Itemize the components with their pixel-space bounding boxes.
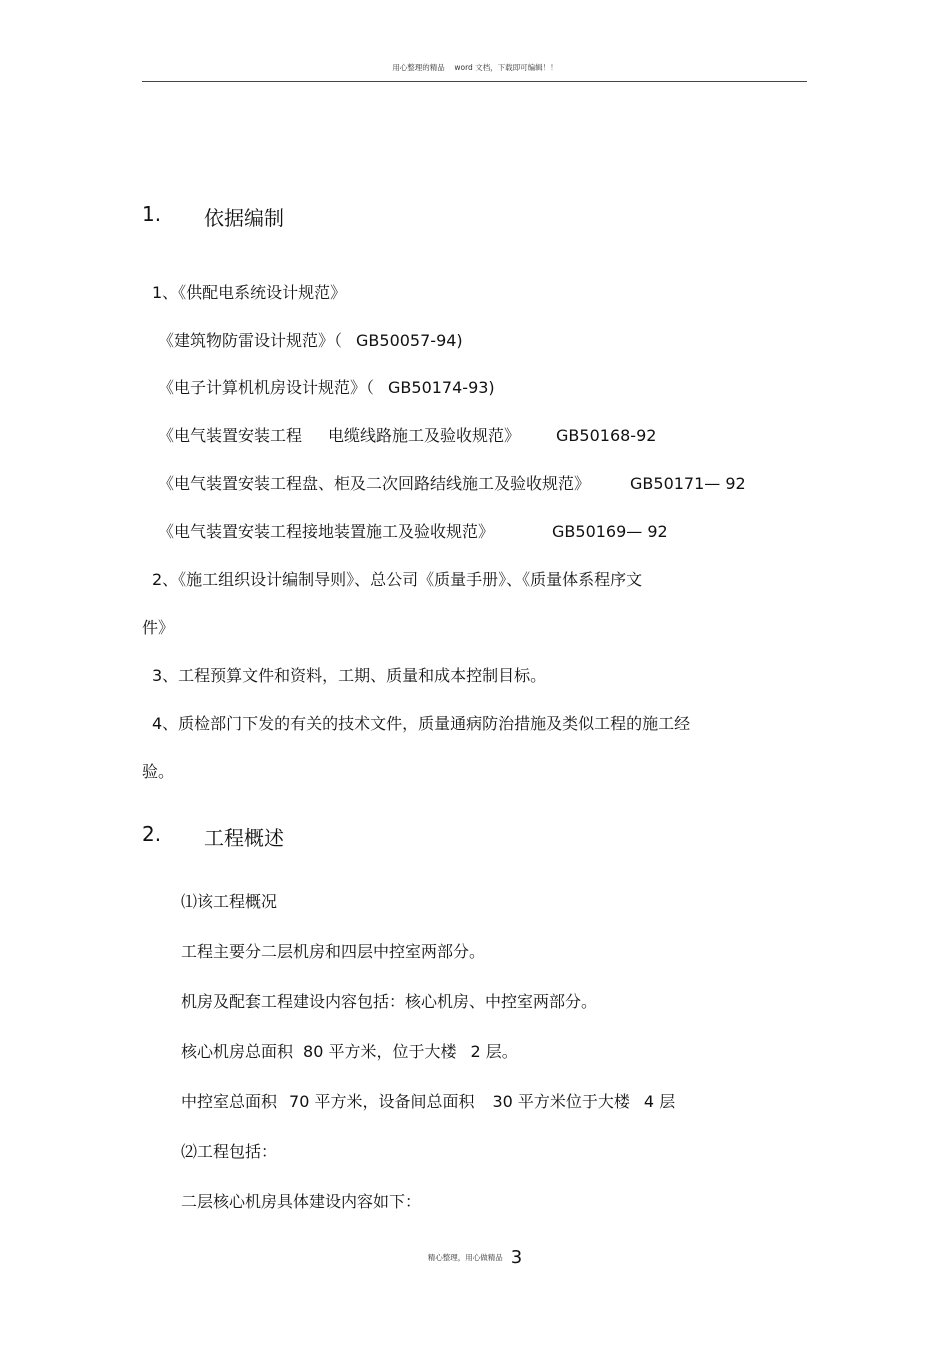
basis-item-3: 3、工程预算文件和资料，工期、质量和成本控制目标。	[152, 666, 547, 685]
footer-text: 精心整理，用心做精品	[427, 1253, 503, 1262]
header-rule	[142, 81, 807, 82]
overview-paragraph: 工程主要分二层机房和四层中控室两部分。	[181, 942, 486, 961]
standard-name-cont: 电缆线路施工及验收规范》	[328, 426, 521, 445]
standard-code: GB50057-94)	[356, 331, 463, 350]
overview-subheading-2: ⑵工程包括：	[181, 1142, 278, 1161]
basis-item-2-cont: 件》	[142, 618, 175, 637]
standard-code: GB50168-92	[556, 426, 657, 445]
section-heading-1	[142, 202, 442, 228]
standard-code: GB50171— 92	[630, 474, 746, 493]
overview-paragraph: 二层核心机房具体建设内容如下：	[181, 1192, 422, 1211]
section-title: 依据编制	[204, 206, 284, 230]
section-title: 工程概述	[204, 826, 284, 850]
overview-paragraph: 中控室总面积 70 平方米，设备间总面积 30 平方米位于大楼 4 层	[181, 1092, 676, 1111]
standard-name: 《电子计算机机房设计规范》（	[158, 378, 375, 397]
basis-item-4-cont: 验。	[142, 762, 175, 781]
basis-item-4: 4、质检部门下发的有关的技术文件，质量通病防治措施及类似工程的施工经	[152, 714, 691, 733]
page-footer	[0, 1247, 950, 1268]
standard-line-3	[158, 426, 656, 446]
section-heading-2	[142, 822, 442, 848]
section-number: 1.	[142, 202, 162, 226]
standard-code: GB50174-93)	[388, 378, 495, 397]
overview-paragraph: 核心机房总面积 80 平方米，位于大楼 2 层。	[181, 1042, 518, 1061]
standard-line-4	[158, 474, 746, 494]
section-number: 2.	[142, 822, 162, 846]
standard-line-2	[158, 378, 495, 398]
standard-line-5	[158, 522, 668, 542]
standard-code: GB50169— 92	[552, 522, 668, 541]
standard-name: 《建筑物防雷设计规范》（	[158, 331, 343, 350]
basis-item-2: 2、《施工组织设计编制导则》、总公司《质量手册》、《质量体系程序文	[152, 570, 643, 589]
page-header: 用心整理的精品 word 文档，下载即可编辑！！	[392, 63, 558, 72]
basis-item-1: 1、《供配电系统设计规范》	[152, 283, 347, 302]
standard-name: 《电气装置安装工程盘、柜及二次回路结线施工及验收规范》	[158, 474, 591, 493]
page-number: 3	[510, 1247, 523, 1268]
standard-line-1	[158, 331, 463, 351]
standard-name: 《电气装置安装工程	[158, 426, 303, 445]
standard-name: 《电气装置安装工程接地装置施工及验收规范》	[158, 522, 495, 541]
overview-subheading-1: ⑴该工程概况	[181, 892, 278, 911]
overview-paragraph: 机房及配套工程建设内容包括：核心机房、中控室两部分。	[181, 992, 598, 1011]
